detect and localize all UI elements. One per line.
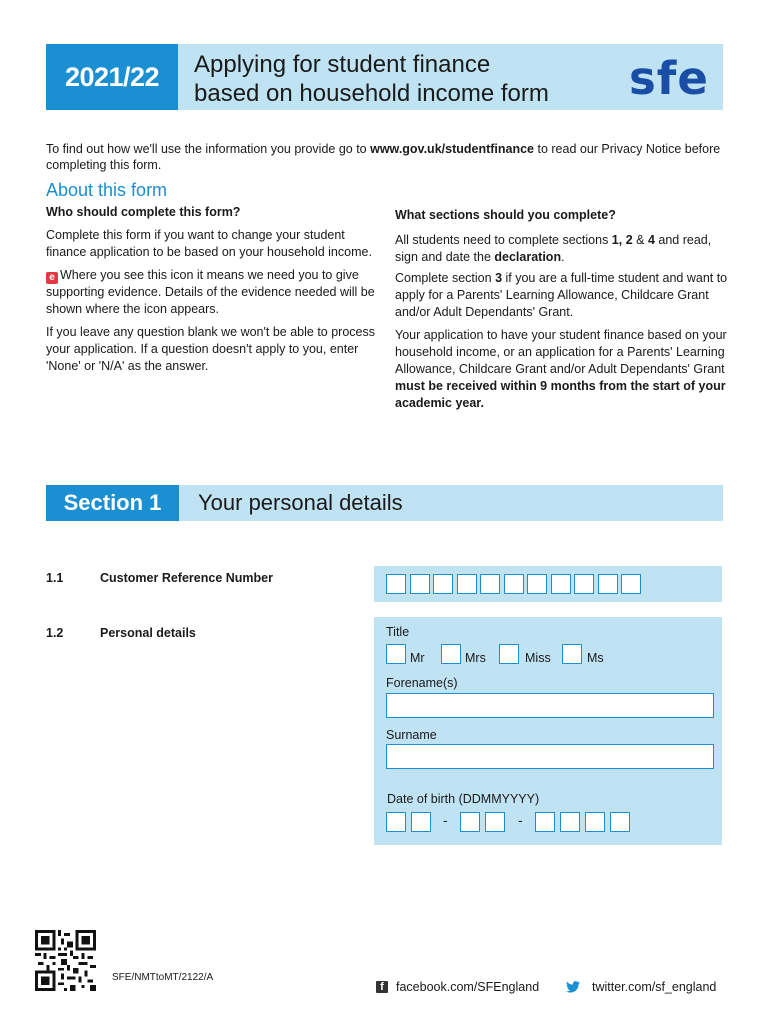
crn-digit-4[interactable] [457, 574, 477, 594]
title-mrs-label: Mrs [465, 651, 486, 665]
section1-title: Your personal details [198, 490, 403, 515]
twitter-icon [566, 981, 580, 993]
twitter-link[interactable]: twitter.com/sf_england [592, 980, 717, 994]
section3-text [395, 270, 730, 321]
evidence-icon: e [46, 272, 58, 284]
facebook-icon: f [376, 981, 388, 993]
title-ms-checkbox[interactable] [562, 644, 582, 664]
crn-digit-8[interactable] [551, 574, 571, 594]
crn-digit-9[interactable] [574, 574, 594, 594]
question-1-1-number: 1.1 [46, 571, 64, 585]
deadline-text-b: must be received within 9 months from the start of your academic year. [395, 379, 726, 410]
dob-year-digit-2[interactable] [560, 812, 580, 832]
facebook-link-group[interactable] [376, 980, 539, 994]
crn-digit-5[interactable] [480, 574, 500, 594]
form-title-line1: Applying for student finance [194, 51, 491, 78]
surname-field[interactable] [386, 744, 714, 769]
title-mrs-checkbox[interactable] [441, 644, 461, 664]
dob-day-digit-1[interactable] [386, 812, 406, 832]
title-miss-label: Miss [525, 651, 551, 665]
sections-required-text [395, 232, 730, 266]
crn-digit-1[interactable] [386, 574, 406, 594]
title-mr-checkbox[interactable] [386, 644, 406, 664]
section3-text-c: if you are a full-time student and want to apply for a Parents' Learning Allowance, Childcare Grant and/or Adult Dependants' Grant. [395, 271, 728, 319]
intro-text-after: to read our Privacy Notice before completing this form. [46, 142, 721, 172]
dob-year-digit-4[interactable] [610, 812, 630, 832]
crn-digit-10[interactable] [598, 574, 618, 594]
dob-month-digit-2[interactable] [485, 812, 505, 832]
crn-digit-11[interactable] [621, 574, 641, 594]
crn-digit-2[interactable] [410, 574, 430, 594]
sections-text-g: . [561, 250, 565, 264]
question-1-2-label: Personal details [100, 626, 196, 640]
section3-text-a: Complete section [395, 271, 496, 285]
twitter-link-group[interactable] [566, 980, 716, 994]
deadline-text [395, 327, 730, 412]
which-sections-heading: What sections should you complete? [395, 208, 616, 222]
crn-digit-7[interactable] [527, 574, 547, 594]
crn-digit-3[interactable] [433, 574, 453, 594]
title-miss-checkbox[interactable] [499, 644, 519, 664]
dob-month-digit-1[interactable] [460, 812, 480, 832]
crn-digit-6[interactable] [504, 574, 524, 594]
about-left-column [46, 204, 381, 381]
sections-text-b: 1, 2 [611, 233, 633, 247]
evidence-explanation [46, 267, 381, 318]
dob-label: Date of birth (DDMMYYYY) [387, 792, 540, 806]
about-heading: About this form [46, 180, 168, 200]
privacy-intro [46, 141, 726, 173]
deadline-text-a: Your application to have your student finance based on your household income, or an application for a Parents' Learning Allowance, Childcare Grant and/or Adult Dependants' Grant [395, 328, 727, 376]
sections-text-e: and read, sign and date the [395, 233, 712, 264]
form-year: 2021/22 [46, 44, 178, 110]
question-1-2-number: 1.2 [46, 626, 64, 640]
dob-separator-1: - [443, 812, 448, 828]
form-title-line2: based on household income form [194, 80, 549, 107]
intro-text-before: To find out how we'll use the information you provide go to [46, 142, 371, 156]
dob-day-digit-2[interactable] [411, 812, 431, 832]
about-right-column [395, 207, 730, 418]
evidence-text: Where you see this icon it means we need you to give supporting evidence. Details of the evidence needed will be shown where the icon appears. [46, 268, 375, 316]
who-should-complete-heading: Who should complete this form? [46, 205, 241, 219]
forenames-field[interactable] [386, 693, 714, 718]
sections-text-a: All students need to complete sections [395, 233, 612, 247]
sections-text-c: & [632, 233, 648, 247]
title-ms-label: Ms [587, 651, 604, 665]
studentfinance-link[interactable]: www.gov.uk/studentfinance [370, 142, 535, 156]
sections-text-f: declaration [494, 250, 562, 264]
dob-year-digit-1[interactable] [535, 812, 555, 832]
form-title [194, 50, 549, 108]
surname-label: Surname [386, 728, 437, 742]
title-mr-label: Mr [410, 651, 425, 665]
title-label: Title [386, 625, 410, 639]
qr-code [34, 930, 97, 991]
sfe-logo: sfe [629, 52, 709, 105]
section3-text-b: 3 [495, 271, 503, 285]
blank-question-text: If you leave any question blank we won't be able to process your application. If a question doesn't apply to you, enter 'None' or 'N/A' as the answer. [46, 325, 375, 373]
facebook-link[interactable]: facebook.com/SFEngland [396, 980, 540, 994]
dob-year-digit-3[interactable] [585, 812, 605, 832]
sections-text-d: 4 [647, 233, 655, 247]
question-1-1-label: Customer Reference Number [100, 571, 273, 585]
who-should-complete-text: Complete this form if you want to change your student finance application to be based on your household income. [46, 228, 372, 259]
forenames-label: Forename(s) [386, 676, 458, 690]
section1-number: Section 1 [46, 485, 179, 521]
dob-separator-2: - [518, 812, 523, 828]
form-code: SFE/NMTtoMT/2122/A [112, 972, 214, 983]
